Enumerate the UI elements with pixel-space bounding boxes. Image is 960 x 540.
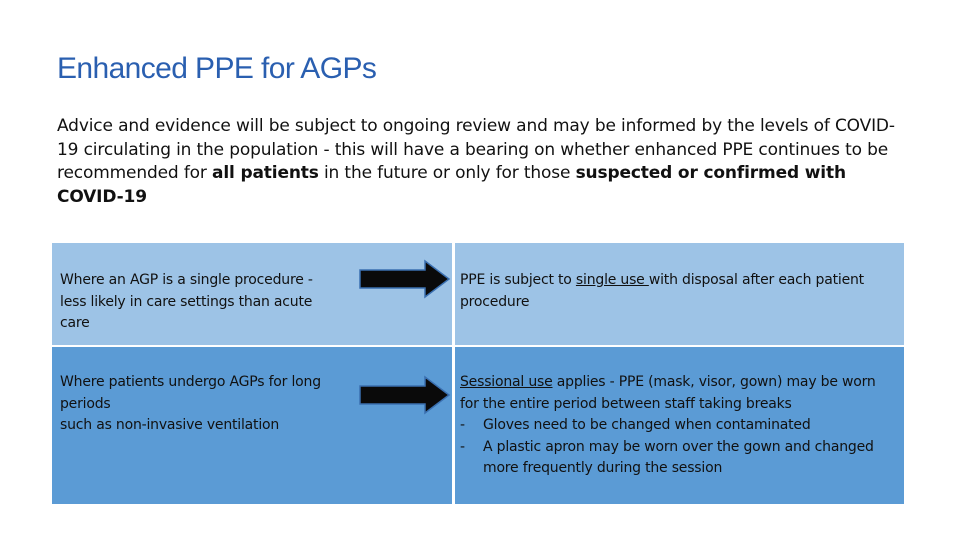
bullet-text: A plastic apron may be worn over the gown and changed more frequently during the session xyxy=(483,438,874,476)
intro-text-2: in the future or only for those xyxy=(318,163,576,183)
row-single-procedure xyxy=(52,243,904,345)
list-item xyxy=(460,415,890,437)
row2-sessional-use-term: Sessional use xyxy=(460,374,553,390)
intro-text-1: Advice and evidence will be subject to ongoing review and may be informed by the levels of COVID-19 circulating in the population - this will have a bearing on whether enhanced PPE continues to be recommended for xyxy=(57,116,895,183)
row2-bullet-list xyxy=(460,415,890,480)
right-arrow-icon xyxy=(358,375,452,415)
row2-guidance-post: applies - PPE (mask, visor, gown) may be worn for the entire period between staff taking breaks xyxy=(460,374,876,412)
row2-condition xyxy=(60,372,330,437)
row1-guidance-post: with disposal after each patient procedure xyxy=(460,272,864,310)
bullet-dash: - xyxy=(460,417,465,433)
intro-bold-suspected: suspected or confirmed with COVID-19 xyxy=(57,163,846,207)
slide-title: Enhanced PPE for AGPs xyxy=(57,52,377,85)
intro-bold-all-patients: all patients xyxy=(212,163,319,183)
list-item xyxy=(460,437,890,480)
column-divider xyxy=(452,243,455,504)
right-arrow-icon xyxy=(358,259,452,299)
bullet-text: Gloves need to be changed when contaminated xyxy=(483,417,811,433)
row1-guidance xyxy=(460,270,890,313)
row1-guidance-pre: PPE is subject to xyxy=(460,272,576,288)
row-long-periods xyxy=(52,347,904,504)
row2-condition-line2: such as non-invasive ventilation xyxy=(60,417,280,433)
row1-single-use-term: single use xyxy=(575,272,649,288)
bullet-dash: - xyxy=(460,438,465,455)
row2-guidance-text xyxy=(460,372,890,415)
row1-condition: Where an AGP is a single procedure - less likely in care settings than acute care xyxy=(60,272,313,331)
row2-guidance xyxy=(460,372,890,480)
row2-condition-line1: Where patients undergo AGPs for long periods xyxy=(60,374,321,412)
intro-paragraph xyxy=(57,115,897,209)
